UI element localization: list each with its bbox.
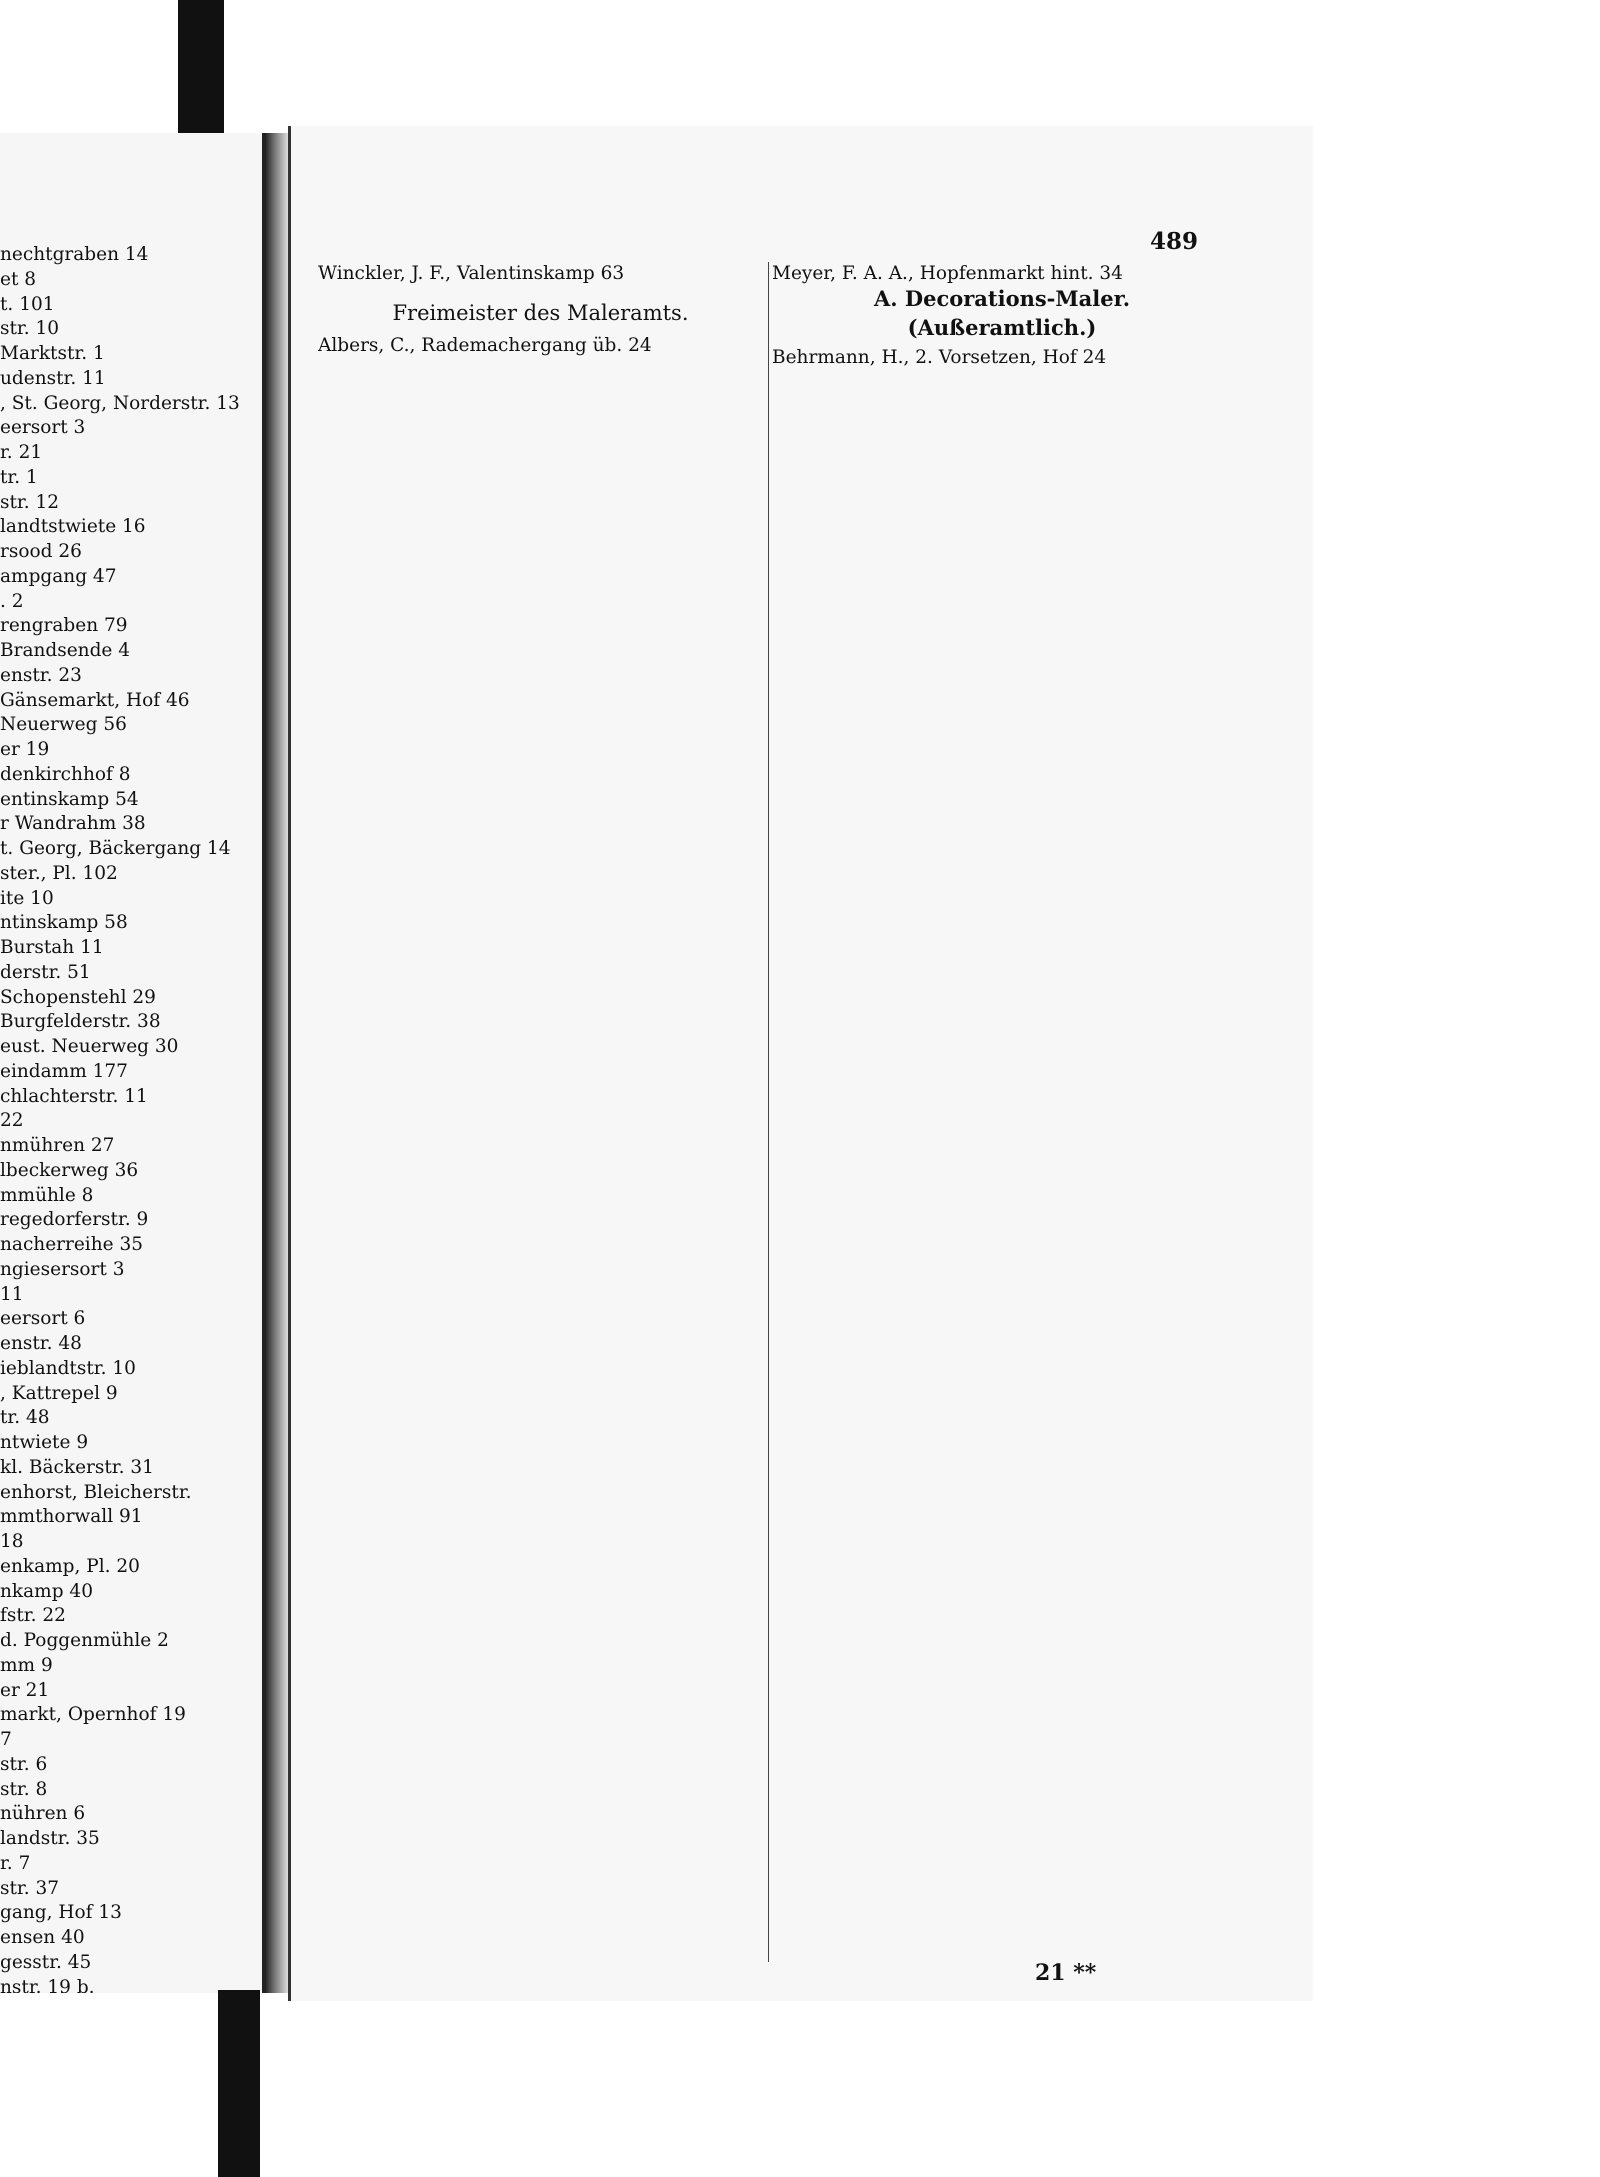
- left-page-line: regedorferstr. 9: [0, 1209, 149, 1231]
- section-heading-freimeister: Freimeister des Maleramts.: [392, 300, 689, 325]
- left-page-line: nühren 6: [0, 1803, 86, 1825]
- left-page-line: rengraben 79: [0, 615, 128, 637]
- left-page-line: . 2: [0, 590, 24, 612]
- left-page-line: Burgfelderstr. 38: [0, 1011, 161, 1033]
- left-page-line: 18: [0, 1531, 24, 1552]
- left-page-line: et 8: [0, 268, 37, 290]
- directory-column-left: [318, 262, 763, 358]
- section-heading-decorations-maler: A. Decorations-Maler.: [873, 286, 1131, 311]
- left-page-line: mmthorwall 91: [0, 1506, 143, 1528]
- left-page-line: r. 21: [0, 442, 43, 463]
- left-page-line: nmühren 27: [0, 1135, 115, 1156]
- left-page-line: enkamp, Pl. 20: [0, 1555, 140, 1577]
- left-page-line: d. Poggenmühle 2: [0, 1630, 169, 1651]
- left-page-line: Schopenstehl 29: [0, 986, 156, 1008]
- left-page-line: 22: [0, 1110, 24, 1132]
- left-page-line: eersort 3: [0, 417, 86, 439]
- left-page-line: ngiesersort 3: [0, 1258, 125, 1280]
- left-page-line: rsood 26: [0, 541, 82, 562]
- book-gutter: [266, 133, 288, 1993]
- left-page-line: t. Georg, Bäckergang 14: [0, 838, 231, 859]
- left-page-line: nacherreihe 35: [0, 1234, 144, 1255]
- left-page-line: kl. Bäckerstr. 31: [0, 1456, 154, 1478]
- left-page-line: chlachterstr. 11: [0, 1085, 148, 1107]
- left-page-line: nechtgraben 14: [0, 244, 149, 265]
- left-page-line: t. 101: [0, 293, 55, 315]
- left-page-line: enstr. 23: [0, 664, 82, 686]
- left-page-line: 11: [0, 1283, 24, 1305]
- left-page-line: r Wandrahm 38: [0, 813, 146, 835]
- left-page-line: ampgang 47: [0, 565, 117, 587]
- left-page-line: derstr. 51: [0, 961, 91, 983]
- left-page-line: ite 10: [0, 887, 54, 909]
- left-page-line: nstr. 19 b.: [0, 1976, 95, 1993]
- right-page: [288, 126, 1313, 2001]
- directory-column-right: [772, 262, 1232, 371]
- left-page-line: mm 9: [0, 1654, 53, 1676]
- left-page-line: entinskamp 54: [0, 788, 139, 810]
- left-page-line: r. 7: [0, 1852, 31, 1874]
- column-divider: [768, 262, 769, 1962]
- left-page-line: tr. 1: [0, 466, 38, 488]
- left-page-line: mmühle 8: [0, 1184, 94, 1206]
- left-page-line: gang, Hof 13: [0, 1902, 122, 1924]
- left-page-line: ieblandtstr. 10: [0, 1357, 136, 1379]
- left-page-column: [0, 243, 262, 1993]
- left-page-line: landtstwiete 16: [0, 516, 146, 538]
- left-page-line: Gänsemarkt, Hof 46: [0, 689, 190, 711]
- printer-signature: 21 **: [1035, 1960, 1097, 1986]
- page-number: 489: [1150, 228, 1199, 255]
- left-page-line: ensen 40: [0, 1927, 85, 1948]
- left-page-line: ster., Pl. 102: [0, 862, 118, 884]
- binding-spine-top: [178, 0, 224, 148]
- directory-entry: Meyer, F. A. A., Hopfenmarkt hint. 34: [772, 263, 1123, 284]
- left-page-line: eindamm 177: [0, 1060, 128, 1082]
- section-subheading-ausseramtlich: (Außeramtlich.): [907, 315, 1097, 340]
- left-page-line: er 21: [0, 1679, 50, 1701]
- left-page-line: ntinskamp 58: [0, 912, 128, 934]
- left-page-line: Brandsende 4: [0, 640, 131, 661]
- left-page-line: str. 8: [0, 1778, 48, 1800]
- left-page-line: , St. Georg, Norderstr. 13: [0, 392, 240, 414]
- directory-entry: Winckler, J. F., Valentinskamp 63: [318, 263, 625, 284]
- left-page-line: str. 6: [0, 1753, 48, 1775]
- left-page-line: enstr. 48: [0, 1333, 82, 1354]
- left-page-line: markt, Opernhof 19: [0, 1704, 186, 1726]
- left-page-line: enhorst, Bleicherstr.: [0, 1481, 192, 1503]
- left-page-line: fstr. 22: [0, 1605, 66, 1627]
- left-page-line: str. 10: [0, 318, 60, 340]
- left-page: [0, 133, 266, 1993]
- left-page-line: nkamp 40: [0, 1580, 93, 1602]
- left-page-line: 7: [0, 1729, 12, 1750]
- left-page-line: , Kattrepel 9: [0, 1382, 118, 1404]
- left-page-line: Burstah 11: [0, 937, 104, 958]
- left-page-line: tr. 48: [0, 1407, 50, 1429]
- left-page-line: lbeckerweg 36: [0, 1159, 139, 1181]
- left-page-line: gesstr. 45: [0, 1951, 92, 1973]
- left-page-line: landstr. 35: [0, 1828, 100, 1849]
- left-page-line: str. 12: [0, 491, 60, 513]
- left-page-line: ntwiete 9: [0, 1432, 89, 1453]
- left-page-line: str. 37: [0, 1877, 60, 1899]
- directory-entry: Albers, C., Rademachergang üb. 24: [318, 334, 652, 356]
- left-page-line: udenstr. 11: [0, 367, 106, 389]
- directory-entry: Behrmann, H., 2. Vorsetzen, Hof 24: [772, 347, 1107, 369]
- left-page-line: er 19: [0, 739, 50, 760]
- left-page-line: Marktstr. 1: [0, 343, 105, 364]
- binding-spine-bottom: [218, 1990, 260, 2177]
- left-page-line: eersort 6: [0, 1308, 86, 1330]
- left-page-line: Neuerweg 56: [0, 714, 127, 736]
- left-page-line: denkirchhof 8: [0, 763, 131, 785]
- left-page-line: eust. Neuerweg 30: [0, 1036, 179, 1057]
